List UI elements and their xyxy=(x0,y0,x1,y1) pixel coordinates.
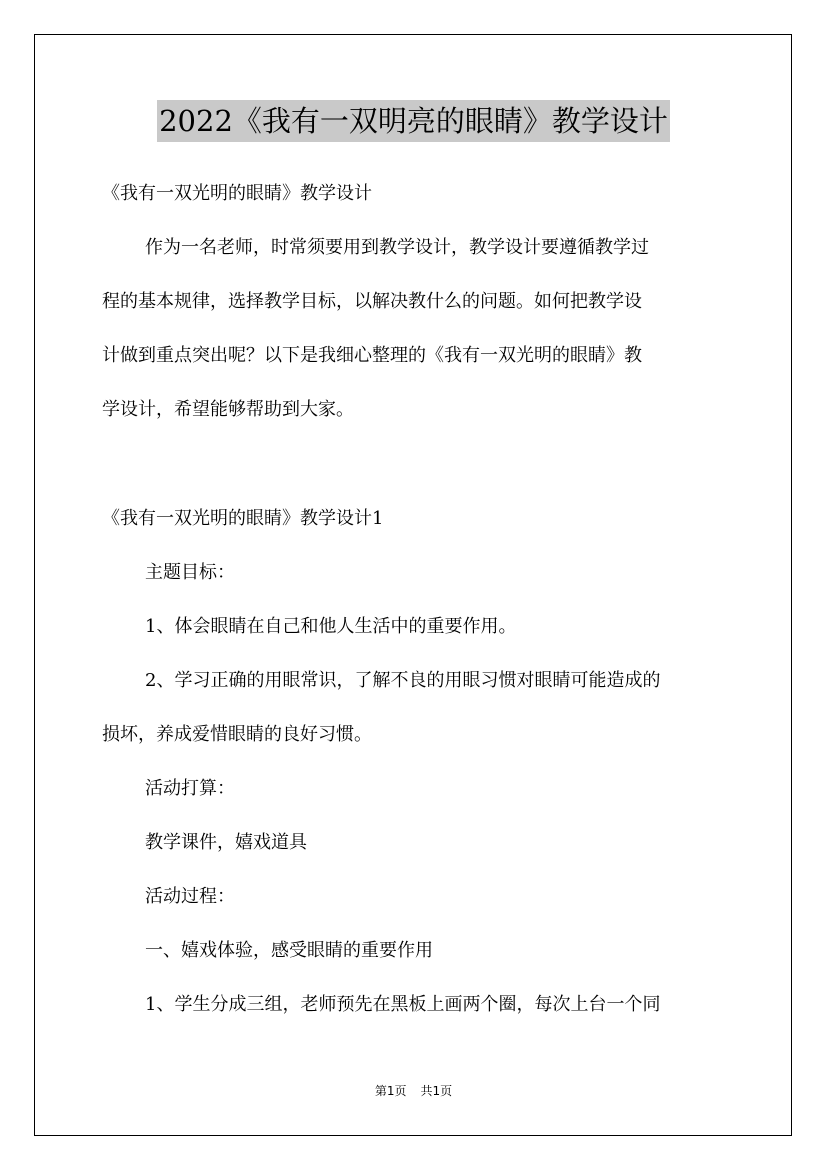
page-number: 第1页 xyxy=(374,1084,407,1098)
paragraph-line: 1、体会眼睛在自己和他人生活中的重要作用。 xyxy=(145,616,517,637)
paragraph-line: 2、学习正确的用眼常识，了解不良的用眼习惯对眼睛可能造成的 xyxy=(145,670,661,691)
section-heading: 《我有一双光明的眼睛》教学设计1 xyxy=(102,508,384,529)
paragraph-line: 一、嬉戏体验，感受眼睛的重要作用 xyxy=(145,940,433,961)
subtitle-line: 《我有一双光明的眼睛》教学设计 xyxy=(102,183,372,204)
paragraph-line: 活动打算： xyxy=(145,778,235,799)
paragraph-line: 活动过程： xyxy=(145,886,235,907)
paragraph-line: 教学课件，嬉戏道具 xyxy=(145,832,307,853)
paragraph-line: 学设计，希望能够帮助到大家。 xyxy=(102,399,354,420)
paragraph-line: 作为一名老师，时常须要用到教学设计，教学设计要遵循教学过 xyxy=(145,237,649,258)
title-container xyxy=(0,100,827,142)
paragraph-line: 主题目标： xyxy=(145,562,235,583)
paragraph-line: 计做到重点突出呢？以下是我细心整理的《我有一双光明的眼睛》教 xyxy=(102,345,642,366)
page-footer xyxy=(0,1083,827,1099)
paragraph-line: 程的基本规律，选择教学目标，以解决教什么的问题。如何把教学设 xyxy=(102,291,642,312)
paragraph-line: 1、学生分成三组，老师预先在黑板上画两个圈，每次上台一个同 xyxy=(145,994,661,1015)
page-total: 共1页 xyxy=(420,1084,453,1098)
paragraph-line: 损坏，养成爱惜眼睛的良好习惯。 xyxy=(102,724,372,745)
document-title: 2022《我有一双明亮的眼睛》教学设计 xyxy=(157,100,670,142)
